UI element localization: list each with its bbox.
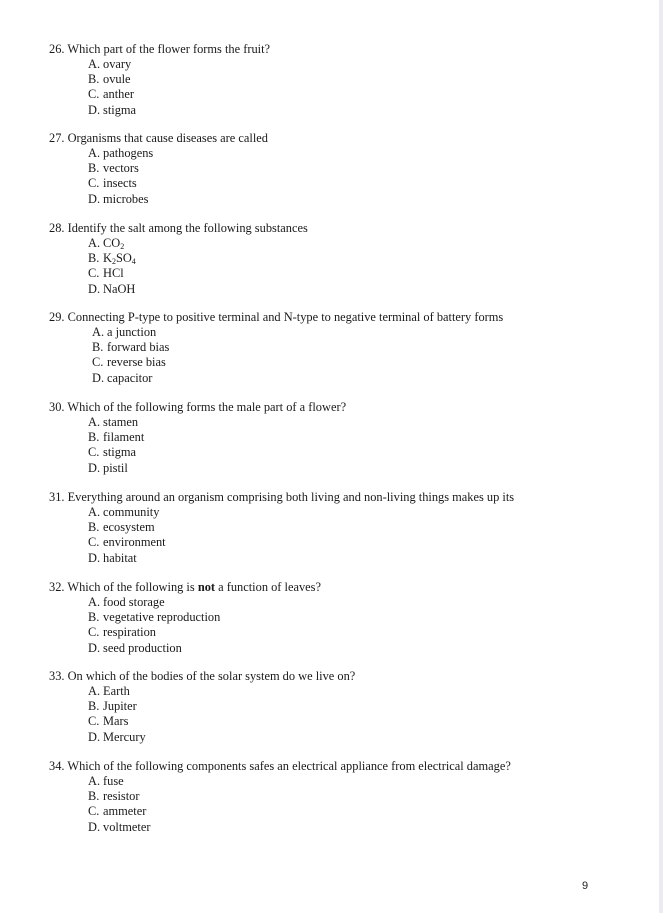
question-31 — [49, 490, 514, 566]
question-27 — [49, 131, 268, 207]
option-d: D. seed production — [88, 640, 182, 655]
option-a: A. pathogens — [88, 146, 154, 160]
question-text: 26. Which part of the flower forms the fruit? — [49, 42, 271, 56]
option-d: D. stigma — [88, 102, 137, 117]
option-a: A. Earth — [88, 684, 130, 698]
option-b: B. forward bias — [92, 340, 170, 355]
question-28 — [49, 221, 308, 297]
option-d: D. Mercury — [88, 729, 146, 744]
option-b: B. filament — [88, 430, 145, 445]
option-a: A. fuse — [88, 774, 124, 788]
options-list — [49, 325, 503, 386]
option-d: D. pistil — [88, 460, 128, 475]
option-c: C. environment — [88, 535, 166, 550]
option-c: C. stigma — [88, 445, 137, 460]
question-34 — [49, 759, 511, 835]
option-c: C. respiration — [88, 625, 156, 640]
question-33 — [49, 669, 355, 745]
question-32 — [49, 580, 321, 656]
question-text: 31. Everything around an organism comprising both living and non-living things makes up its — [49, 490, 515, 504]
option-b: B. resistor — [88, 789, 140, 804]
page-number: 9 — [582, 880, 589, 892]
option-c: C. Mars — [88, 714, 129, 729]
options-list — [49, 57, 270, 118]
option-a: A. food storage — [88, 595, 165, 609]
option-a: A. community — [88, 505, 160, 519]
option-d: D. habitat — [88, 550, 137, 565]
option-c: C. ammeter — [88, 804, 147, 819]
question-29 — [49, 310, 503, 386]
options-list — [49, 236, 308, 297]
question-text: 27. Organisms that cause diseases are called — [49, 131, 268, 145]
option-c: C. reverse bias — [92, 355, 166, 370]
question-text: 29. Connecting P-type to positive terminal and N-type to negative terminal of battery forms — [49, 310, 504, 324]
option-c: C. insects — [88, 176, 137, 191]
emphasis-not: not — [197, 580, 216, 594]
option-a: A. a junction — [92, 325, 157, 339]
option-a: A. $CO_2$ — [88, 236, 125, 251]
options-list — [49, 146, 268, 207]
option-b: B. ecosystem — [88, 520, 155, 535]
question-text: 28. Identify the salt among the following substances — [49, 221, 308, 235]
option-b: B. Jupiter — [88, 699, 137, 714]
question-text: 32. Which of the following is not a function of leaves? — [49, 580, 321, 594]
options-list — [49, 505, 514, 566]
question-30 — [49, 400, 346, 476]
option-a: A. ovary — [88, 57, 132, 71]
question-text: 30. Which of the following forms the male part of a flower? — [49, 400, 347, 414]
option-b: B. ovule — [88, 72, 131, 87]
options-list — [49, 415, 346, 476]
option-a: A. stamen — [88, 415, 139, 429]
question-text: 33. On which of the bodies of the solar system do we live on? — [49, 669, 356, 683]
option-c: C. HCl — [88, 266, 124, 281]
option-d: D. NaOH — [88, 281, 136, 296]
option-d: D. voltmeter — [88, 819, 151, 834]
options-list — [49, 595, 321, 656]
option-b: B. $K_2SO_4$ — [88, 251, 136, 267]
option-b: B. vectors — [88, 161, 139, 176]
question-26 — [49, 42, 270, 118]
option-c: C. anther — [88, 87, 134, 102]
option-b: B. vegetative reproduction — [88, 610, 221, 625]
options-list — [49, 684, 355, 745]
option-d: D. capacitor — [92, 370, 153, 385]
question-text: 34. Which of the following components safes an electrical appliance from electrical damage? — [49, 759, 511, 773]
options-list — [49, 774, 511, 835]
page-edge — [659, 0, 663, 913]
option-d: D. microbes — [88, 191, 149, 206]
